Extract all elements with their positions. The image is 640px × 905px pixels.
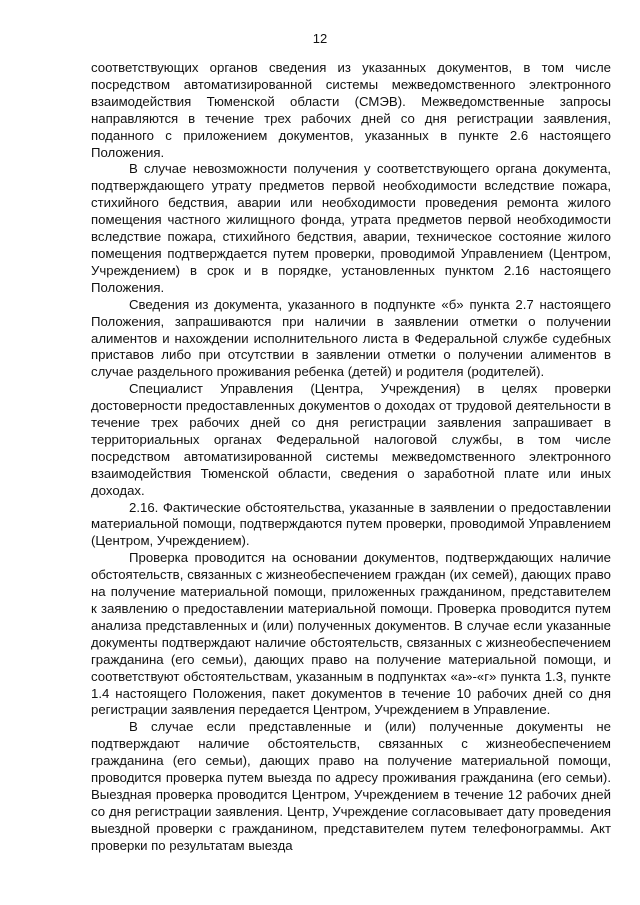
paragraph-continuation: соответствующих органов сведения из указанных документов, в том числе посредством автоматизированной системы межведомственного электронного взаимодействия Тюменской области (СМЭВ). Межведомственные запросы направляются в течение трех рабочих дней со дня регистрации заявления, поданного с приложением документов, указанных в пункте 2.6 настоящего Положения. bbox=[91, 60, 611, 160]
paragraph-alimony-info: Сведения из документа, указанного в подпункте «б» пункта 2.7 настоящего Положения, запрашиваются при наличии в заявлении отметки о получении алиментов и нахождении исполнительного листа в Федеральной службе судебных приставов либо при отсутствии в заявлении отметки о получении алиментов в случае раздельного проживания ребенка (детей) и родителя (родителей). bbox=[91, 296, 611, 380]
paragraph-section-2-16: 2.16. Фактические обстоятельства, указанные в заявлении о предоставлении материальной помощи, подтверждаются путем проверки, проводимой Управлением (Центром, Учреждением). bbox=[91, 499, 611, 549]
paragraph-document-impossibility: В случае невозможности получения у соответствующего органа документа, подтверждающего утрату предметов первой необходимости вследствие пожара, стихийного бедствия, аварии или необходимости проведения ремонта жилого помещения частного жилищного фонда, утрата предметов первой необходимости вследствие пожара, стихийного бедствия, аварии, техническое состояние жилого помещения подтверждается путем проверки, проводимой Управлением (Центром, Учреждением) в срок и в порядке, установленных пунктом 2.16 настоящего Положения. bbox=[91, 161, 611, 295]
document-body bbox=[91, 60, 611, 855]
paragraph-field-check: В случае если представленные и (или) полученные документы не подтверждают наличие обстоятельств, связанных с жизнеобеспечением гражданина (его семьи), дающих право на получение материальной помощи, проводится проверка путем выезда по адресу проживания гражданина (его семьи). Выездная проверка проводится Центром, Учреждением в течение 12 рабочих дней со дня регистрации заявления. Центр, Учреждение согласовывает дату проведения выездной проверки с гражданином, представителем путем телефонограммы. Акт проверки по результатам выезда bbox=[91, 719, 611, 853]
paragraph-check-procedure: Проверка проводится на основании документов, подтверждающих наличие обстоятельств, связанных с жизнеобеспечением граждан (их семей), дающих право на получение материальной помощи, приложенных гражданином, представителем к заявлению о предоставлении материальной помощи. Проверка проводится путем анализа представленных и (или) полученных документов. В случае если указанные документы подтверждают наличие обстоятельств, связанных с жизнеобеспечением гражданина (его семьи), дающих право на получение материальной помощи, и соответствуют обстоятельствам, указанным в подпунктах «а»-«г» пункта 1.3, пункте 1.4 настоящего Положения, пакет документов в течение 10 рабочих дней со дня регистрации заявления передается Центром, Учреждением в Управление. bbox=[91, 550, 611, 718]
page-number: 12 bbox=[312, 31, 328, 46]
paragraph-income-verification: Специалист Управления (Центра, Учреждения) в целях проверки достоверности предоставленных документов о доходах от трудовой деятельности в течение трех рабочих дней со дня регистрации заявления запрашивает в территориальных органах Федеральной налоговой службы, в том числе посредством автоматизированной системы межведомственного электронного взаимодействия Тюменской области, сведения о заработной плате или иных доходах. bbox=[91, 381, 611, 498]
